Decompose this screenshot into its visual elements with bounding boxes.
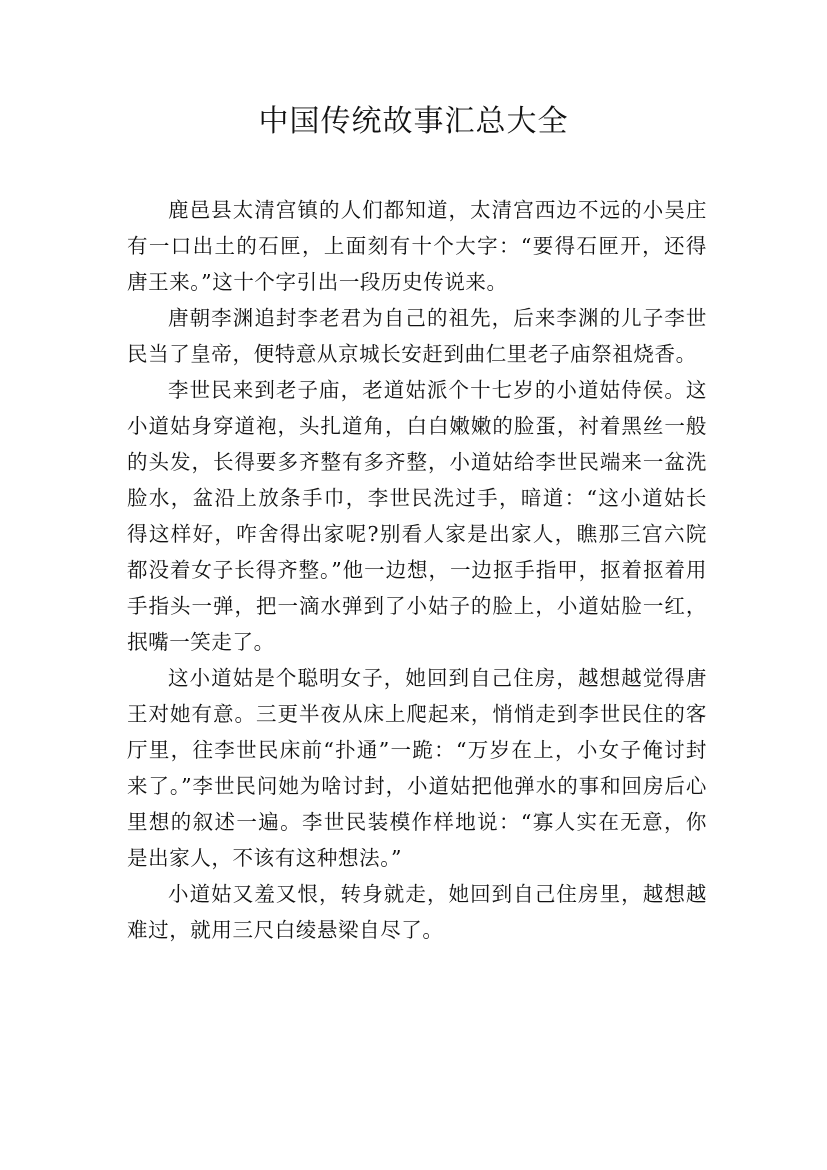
paragraph: 小道姑又羞又恨，转身就走，她回到自己住房里，越想越难过，就用三尺白绫悬梁自尽了。: [127, 882, 707, 942]
paragraph: 唐朝李渊追封李老君为自己的祖先，后来李渊的儿子李世民当了皇帝，便特意从京城长安赶到曲仁里老子庙祭祖烧香。: [127, 306, 707, 366]
document-body: [127, 192, 707, 948]
paragraph: 这小道姑是个聪明女子，她回到自己住房，越想越觉得唐王对她有意。三更半夜从床上爬起来，悄悄走到李世民住的客厅里，往李世民床前“扑通”一跪：“万岁在上，小女子俺讨封来了。”李世民问她为啥讨封，小道姑把他弹水的事和回房后心里想的叙述一遍。李世民装模作样地说：“寡人实在无意，你是出家人，不该有这种想法。”: [127, 666, 707, 870]
document-title: 中国传统故事汇总大全: [258, 104, 569, 139]
paragraph: 李世民来到老子庙，老道姑派个十七岁的小道姑侍侯。这小道姑身穿道袍，头扎道角，白白嫩嫩的脸蛋，衬着黑丝一般的头发，长得要多齐整有多齐整，小道姑给李世民端来一盆洗脸水，盆沿上放条手巾，李世民洗过手，暗道：“这小道姑长得这样好，咋舍得出家呢?别看人家是出家人，瞧那三宫六院都没着女子长得齐整。”他一边想，一边抠手指甲，抠着抠着用手指头一弹，把一滴水弹到了小姑子的脸上，小道姑脸一红，抿嘴一笑走了。: [127, 378, 707, 654]
paragraph: 鹿邑县太清宫镇的人们都知道，太清宫西边不远的小吴庄有一口出土的石匣，上面刻有十个大字：“要得石匣开，还得唐王来。”这十个字引出一段历史传说来。: [127, 198, 707, 294]
